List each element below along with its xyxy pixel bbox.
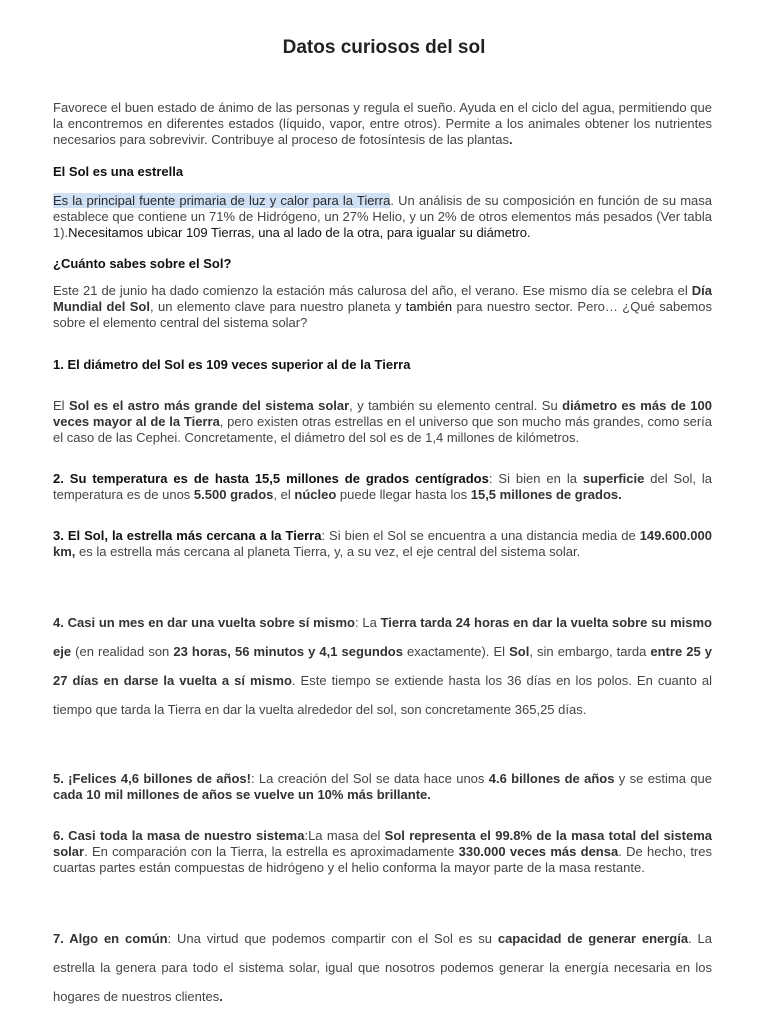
bold-run: Sol representa el 99.8% de la masa total del sistema solar xyxy=(53,828,712,859)
bold-run: entre 25 y 27 días en darse la vuelta a sí mismo xyxy=(53,644,713,688)
intro-paragraph xyxy=(53,100,712,148)
page-title: Datos curiosos del sol xyxy=(282,37,486,58)
fact-7-heading: 7. Algo en común xyxy=(53,931,168,946)
fact-3-heading: 3. El Sol, la estrella más cercana a la Tierra xyxy=(53,528,322,543)
bold-run: 5.500 grados xyxy=(193,487,274,502)
fact-4-heading: 4. Casi un mes en dar una vuelta sobre sí mismo xyxy=(53,615,355,630)
fact-5-paragraph xyxy=(53,771,712,803)
fact-4-paragraph xyxy=(53,608,712,724)
dia-mundial-bold: Día Mundial del Sol xyxy=(53,283,712,314)
text-run: :La masa del xyxy=(304,828,385,843)
bold-run: Tierra tarda 24 horas en dar la vuelta sobre su mismo eje xyxy=(53,615,712,659)
bold-run: Sol xyxy=(509,644,530,659)
fact-2-heading: 2. Su temperatura es de hasta 15,5 millones de grados centígrados xyxy=(53,471,489,486)
highlighted-text: Es la principal fuente primaria de luz y calor para la Tierra xyxy=(53,193,391,208)
fact-1-heading: 1. El diámetro del Sol es 109 veces superior al de la Tierra xyxy=(53,357,411,372)
text-run: del Sol, la temperatura es de unos xyxy=(53,471,713,502)
text-run: : Una virtud que podemos compartir con el Sol es su xyxy=(167,931,498,946)
text-run: . En comparación con la Tierra, la estrella es aproximadamente xyxy=(84,844,459,859)
text-run: : Si bien en la xyxy=(488,471,583,486)
bold-run: 149.600.000 km, xyxy=(53,528,712,559)
text-run: y se estima que xyxy=(614,771,713,786)
bold-run: 23 horas, 56 minutos y 4,1 segundos xyxy=(173,644,403,659)
text-run: , el xyxy=(273,487,295,502)
text-run: para nuestro sector. Pero… ¿Qué sabemos sobre el elemento central del sistema solar? xyxy=(53,299,712,330)
text-run: : La xyxy=(355,615,381,630)
text-run: , pero existen otras estrellas en el universo que son mucho más grandes, como sería el caso de las Cephei. Concretamente, el diámetro del sol es de 1,4 millones de kilómetros. xyxy=(53,414,712,445)
estrella-paragraph xyxy=(53,193,712,241)
text-run: . La estrella la genera para todo el sistema solar, igual que nosotros podemos generar la energía necesaria en los hogares de nuestros clientes xyxy=(53,931,712,1004)
fact-5-heading: 5. ¡Felices 4,6 billones de años! xyxy=(53,771,251,786)
cuanto-sabes-paragraph xyxy=(53,283,712,331)
text-run: El xyxy=(53,398,69,413)
bold-run: diámetro es más de 100 veces mayor al de la Tierra xyxy=(53,398,712,429)
text-run: puede llegar hasta los xyxy=(336,487,471,502)
text-run: . De hecho, tres cuartas partes están compuestas de hidrógeno y el helio conforma la mayor parte de la masa restante. xyxy=(53,844,712,875)
text-run: (en realidad son xyxy=(71,644,174,659)
bold-run: 330.000 veces más densa xyxy=(458,844,619,859)
estrella-end: . xyxy=(527,225,531,240)
fact-6-heading: 6. Casi toda la masa de nuestro sistema xyxy=(53,828,305,843)
intro-end: . xyxy=(508,132,513,147)
text-run: exactamente). El xyxy=(402,644,510,659)
fact-7-end: . xyxy=(219,989,223,1004)
text-run: : Si bien el Sol se encuentra a una distancia media de xyxy=(321,528,640,543)
fact-7-paragraph xyxy=(53,924,712,1011)
bold-run: cada 10 mil millones de años se vuelve un 10% más brillante. xyxy=(53,787,431,802)
bold-run: Sol es el astro más grande del sistema solar xyxy=(68,398,350,413)
intro-text: Favorece el buen estado de ánimo de las personas y regula el sueño. Ayuda en el ciclo del agua, permitiendo que la encontremos en diferentes estados (líquido, vapor, entre otros). Permite a los animales obtener los nutrientes necesarios para sobrevivir. Contribuye al proceso de fotosíntesis de las plantas xyxy=(53,100,712,147)
estrella-text: . Un análisis de su composición en función de su masa establece que contiene un 71% de Hidrógeno, un 27% Helio, y un 2% de otros elementos más pesados (Ver tabla 1). xyxy=(53,193,712,240)
fact-1-paragraph xyxy=(53,398,712,446)
bold-run: 15,5 millones de grados. xyxy=(470,487,622,502)
fact-6-paragraph xyxy=(53,828,712,876)
fact-3-paragraph xyxy=(53,528,712,560)
text-run: es la estrella más cercana al planeta Tierra, y, a su vez, el eje central del sistema solar. xyxy=(75,544,581,559)
text-run: , un elemento clave para nuestro planeta y xyxy=(149,299,406,314)
text-run: , y también su elemento central. Su xyxy=(349,398,563,413)
tambien-text: también xyxy=(405,299,453,314)
text-run: , sin embargo, tarda xyxy=(529,644,651,659)
text-run: : La creación del Sol se data hace unos xyxy=(250,771,489,786)
bold-run: núcleo xyxy=(294,487,337,502)
section-heading-cuanto-sabes: ¿Cuánto sabes sobre el Sol? xyxy=(53,256,232,271)
fact-2-paragraph xyxy=(53,471,712,503)
bold-run: capacidad de generar energía xyxy=(497,931,689,946)
bold-run: superficie xyxy=(582,471,645,486)
section-heading-estrella: El Sol es una estrella xyxy=(53,164,184,179)
text-run: . Este tiempo se extiende hasta los 36 días en los polos. En cuanto al tiempo que tarda la Tierra en dar la vuelta alrededor del sol, son concretamente 365,25 días. xyxy=(53,673,713,717)
bold-run: 4.6 billones de años xyxy=(488,771,615,786)
text-run: Este 21 de junio ha dado comienzo la estación más calurosa del año, el verano. Ese mismo día se celebra el xyxy=(53,283,692,298)
estrella-diameter-text: Necesitamos ubicar 109 Tierras, una al lado de la otra, para igualar su diámetro xyxy=(68,225,528,240)
